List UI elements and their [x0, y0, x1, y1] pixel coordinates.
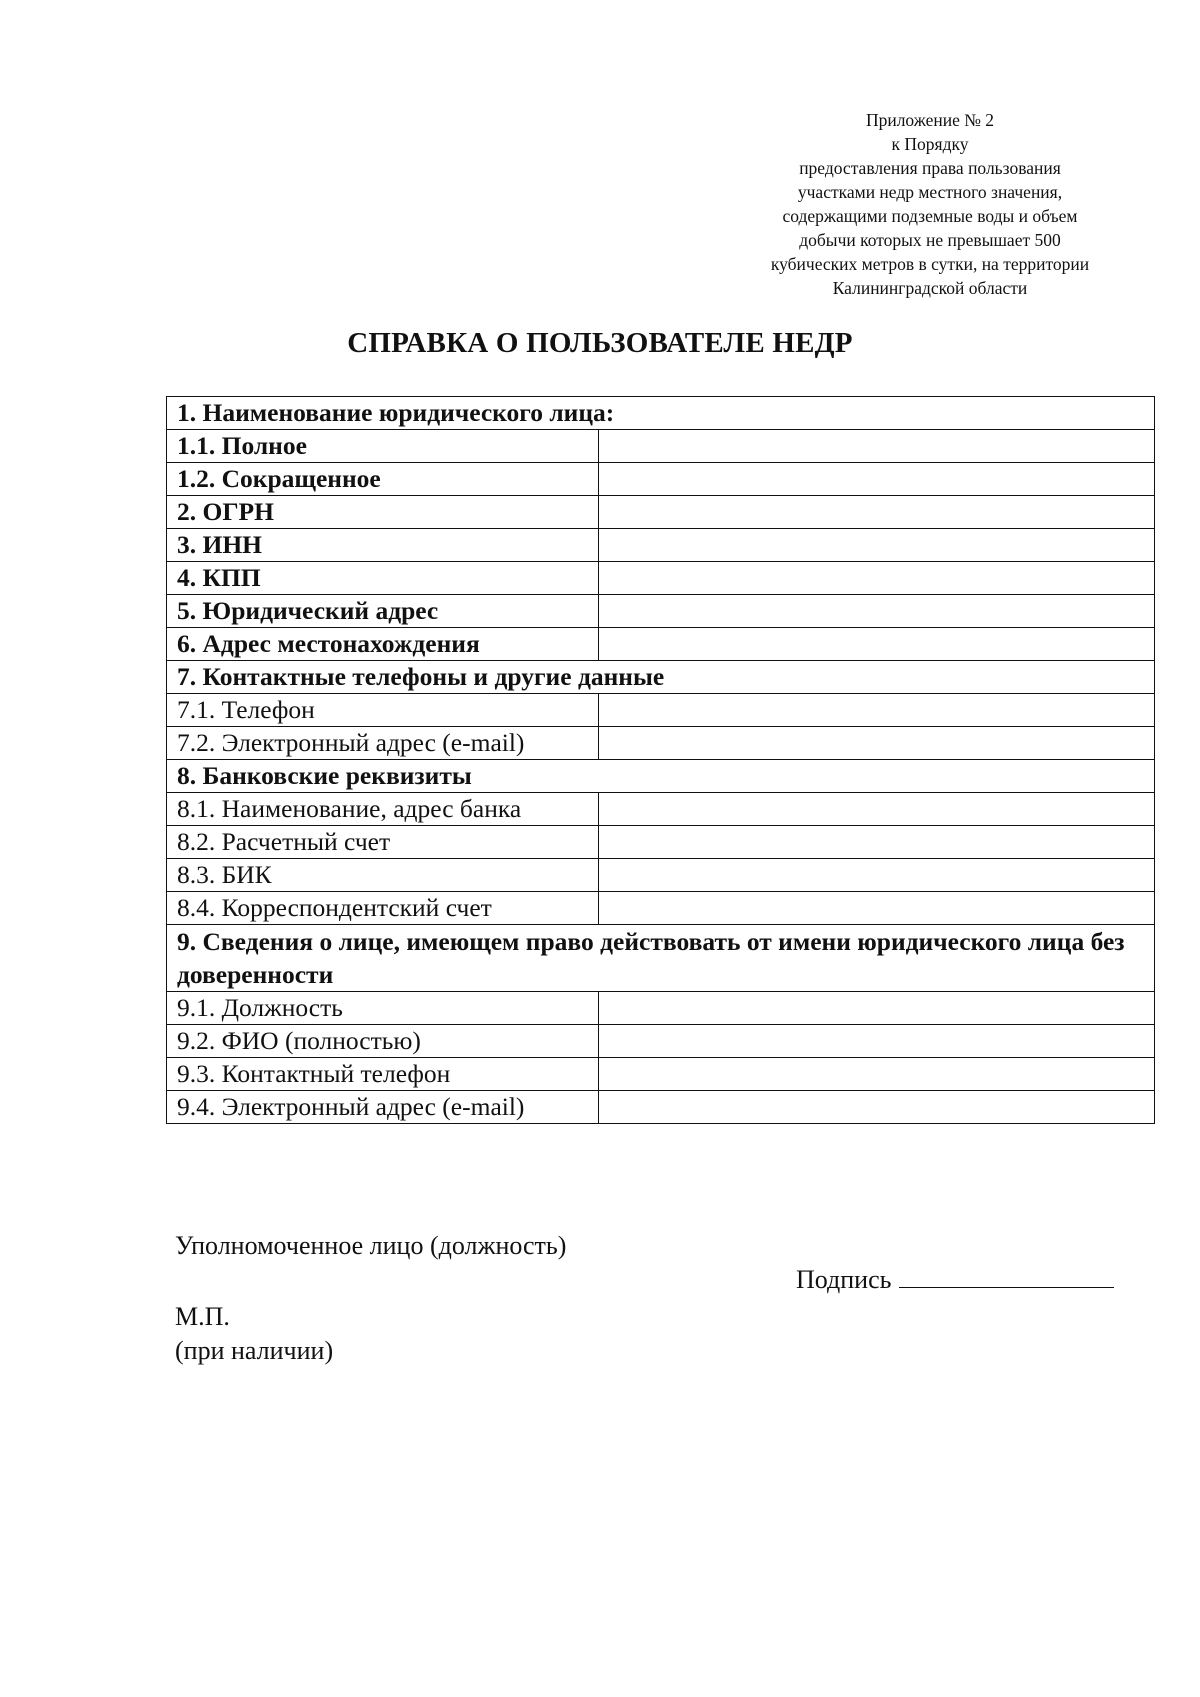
field-value-cell[interactable]	[599, 892, 1155, 925]
appendix-line: Приложение № 2	[865, 110, 995, 130]
section-heading: 1. Наименование юридического лица:	[167, 397, 1155, 430]
table-row	[167, 1091, 1155, 1124]
field-value-cell[interactable]	[599, 1025, 1155, 1058]
table-row	[167, 1025, 1155, 1058]
field-label: 1.1. Полное	[167, 430, 599, 463]
table-row	[167, 727, 1155, 760]
table-row	[167, 463, 1155, 496]
field-value-cell[interactable]	[599, 595, 1155, 628]
section-heading: 8. Банковские реквизиты	[167, 760, 1155, 793]
field-label: 2. ОГРН	[167, 496, 599, 529]
field-label: 8.1. Наименование, адрес банка	[167, 793, 599, 826]
field-value-cell[interactable]	[599, 826, 1155, 859]
field-value-cell[interactable]	[599, 859, 1155, 892]
table-row	[167, 826, 1155, 859]
appendix-line: добычи которых не превышает 500	[799, 230, 1061, 250]
table-body	[167, 397, 1155, 1124]
field-value-cell[interactable]	[599, 1058, 1155, 1091]
field-label: 4. КПП	[167, 562, 599, 595]
field-value-cell[interactable]	[599, 430, 1155, 463]
table-row	[167, 595, 1155, 628]
field-value-cell[interactable]	[599, 463, 1155, 496]
document-title: СПРАВКА О ПОЛЬЗОВАТЕЛЕ НЕДР	[347, 327, 853, 359]
field-label: 9.4. Электронный адрес (e-mail)	[167, 1091, 599, 1124]
field-label: 7.1. Телефон	[167, 694, 599, 727]
signature-label: Подпись	[796, 1265, 892, 1294]
table-row	[167, 628, 1155, 661]
table-row	[167, 793, 1155, 826]
field-label: 3. ИНН	[167, 529, 599, 562]
appendix-line: участками недр местного значения,	[797, 182, 1063, 202]
field-label: 7.2. Электронный адрес (e-mail)	[167, 727, 599, 760]
table-row	[167, 760, 1155, 793]
field-label: 8.3. БИК	[167, 859, 599, 892]
field-label: 1.2. Сокращенное	[167, 463, 599, 496]
authorized-person-label: Уполномоченное лицо (должность)	[175, 1231, 567, 1260]
stamp-block	[175, 1300, 333, 1368]
field-value-cell[interactable]	[599, 562, 1155, 595]
field-value-cell[interactable]	[599, 694, 1155, 727]
field-value-cell[interactable]	[599, 727, 1155, 760]
field-label: 5. Юридический адрес	[167, 595, 599, 628]
appendix-line: кубических метров в сутки, на территории	[770, 254, 1090, 274]
table-row	[167, 694, 1155, 727]
appendix-line: содержащими подземные воды и объем	[782, 206, 1078, 226]
field-value-cell[interactable]	[599, 1091, 1155, 1124]
field-value-cell[interactable]	[599, 793, 1155, 826]
field-label: 6. Адрес местонахождения	[167, 628, 599, 661]
field-value-cell[interactable]	[599, 496, 1155, 529]
appendix-line: предоставления права пользования	[799, 158, 1061, 178]
table-row	[167, 661, 1155, 694]
field-label: 9.3. Контактный телефон	[167, 1058, 599, 1091]
signature-line[interactable]	[899, 1265, 1114, 1288]
appendix-line: к Порядку	[891, 134, 969, 154]
field-label: 8.2. Расчетный счет	[167, 826, 599, 859]
table-row	[167, 496, 1155, 529]
table-row	[167, 859, 1155, 892]
table-row	[167, 397, 1155, 430]
appendix-line: Калининградской области	[832, 278, 1028, 298]
table-row	[167, 892, 1155, 925]
field-label: 8.4. Корреспондентский счет	[167, 892, 599, 925]
table-row	[167, 529, 1155, 562]
table-row	[167, 925, 1155, 992]
field-value-cell[interactable]	[599, 529, 1155, 562]
section-heading: 7. Контактные телефоны и другие данные	[167, 661, 1155, 694]
user-info-table	[166, 396, 1155, 1124]
field-value-cell[interactable]	[599, 992, 1155, 1025]
appendix-header	[700, 108, 1160, 300]
stamp-note: (при наличии)	[175, 1336, 334, 1365]
stamp-label: М.П.	[175, 1302, 230, 1331]
table-row	[167, 430, 1155, 463]
table-row	[167, 1058, 1155, 1091]
field-label: 9.1. Должность	[167, 992, 599, 1025]
field-label: 9.2. ФИО (полностью)	[167, 1025, 599, 1058]
table-row	[167, 562, 1155, 595]
signature-block	[796, 1265, 1114, 1295]
table-row	[167, 992, 1155, 1025]
field-value-cell[interactable]	[599, 628, 1155, 661]
section-heading: 9. Сведения о лице, имеющем право действовать от имени юридического лица без доверенности	[167, 925, 1155, 992]
